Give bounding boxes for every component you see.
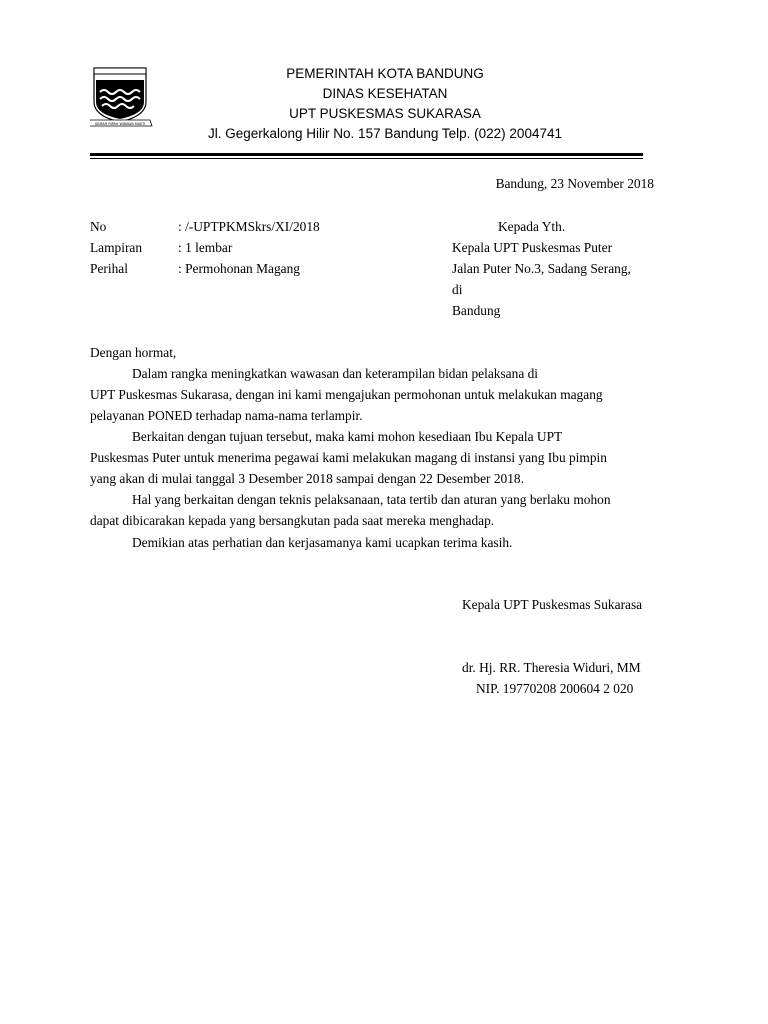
paragraph-1-line-3: pelayanan PONED terhadap nama-nama terlampir. — [90, 408, 363, 423]
salutation: Dengan hormat, — [90, 345, 177, 360]
letter-date: Bandung, 23 November 2018 — [495, 176, 654, 191]
letterhead-line-3: UPT PUSKESMAS SUKARASA — [289, 106, 481, 121]
no-label: No — [90, 219, 107, 234]
paragraph-3-line-2: dapat dibicarakan kepada yang bersangkutan pada saat mereka menghadap. — [90, 513, 495, 528]
lampiran-value: : 1 lembar — [178, 240, 233, 255]
logo-motto: GEMAH RIPAH WIBAWA MUKTI — [94, 122, 146, 126]
signature-title: Kepala UPT Puskesmas Sukarasa — [462, 597, 643, 612]
no-value: : /-UPTPKMSkrs/XI/2018 — [178, 219, 320, 234]
letterhead-rule-thick — [90, 153, 643, 156]
paragraph-2-line-3: yang akan di mulai tanggal 3 Desember 2018 sampai dengan 22 Desember 2018. — [90, 471, 524, 486]
letterhead-address: Jl. Gegerkalong Hilir No. 157 Bandung Telp. (022) 2004741 — [208, 126, 562, 141]
paragraph-3-line-1: Hal yang berkaitan dengan teknis pelaksanaan, tata tertib dan aturan yang berlaku mohon — [132, 492, 611, 507]
letterhead-line-2: DINAS KESEHATAN — [322, 86, 448, 101]
letterhead-rule-thin — [90, 158, 643, 159]
letterhead — [150, 64, 620, 144]
lampiran-label: Lampiran — [90, 240, 143, 255]
recipient-di: di — [452, 282, 463, 297]
paragraph-1-line-1: Dalam rangka meningkatkan wawasan dan keterampilan bidan pelaksana di — [132, 366, 539, 381]
signature-name: dr. Hj. RR. Theresia Widuri, MM — [462, 660, 641, 675]
paragraph-2-line-2: Puskesmas Puter untuk menerima pegawai kami melakukan magang di instansi yang Ibu pimpin — [90, 450, 607, 465]
recipient-address: Jalan Puter No.3, Sadang Serang, — [452, 261, 631, 276]
paragraph-2-line-1: Berkaitan dengan tujuan tersebut, maka kami mohon kesediaan Ibu Kepala UPT — [132, 429, 563, 444]
recipient-greeting: Kepada Yth. — [498, 219, 566, 234]
perihal-label: Perihal — [90, 261, 128, 276]
letterhead-line-1: PEMERINTAH KOTA BANDUNG — [286, 66, 484, 81]
paragraph-1-line-2: UPT Puskesmas Sukarasa, dengan ini kami mengajukan permohonan untuk melakukan magang — [90, 387, 603, 402]
recipient-city: Bandung — [452, 303, 501, 318]
signature-nip: NIP. 19770208 200604 2 020 — [476, 681, 634, 696]
paragraph-4-line-1: Demikian atas perhatian dan kerjasamanya kami ucapkan terima kasih. — [132, 535, 513, 550]
recipient-title: Kepala UPT Puskesmas Puter — [452, 240, 613, 255]
perihal-value: : Permohonan Magang — [178, 261, 300, 276]
